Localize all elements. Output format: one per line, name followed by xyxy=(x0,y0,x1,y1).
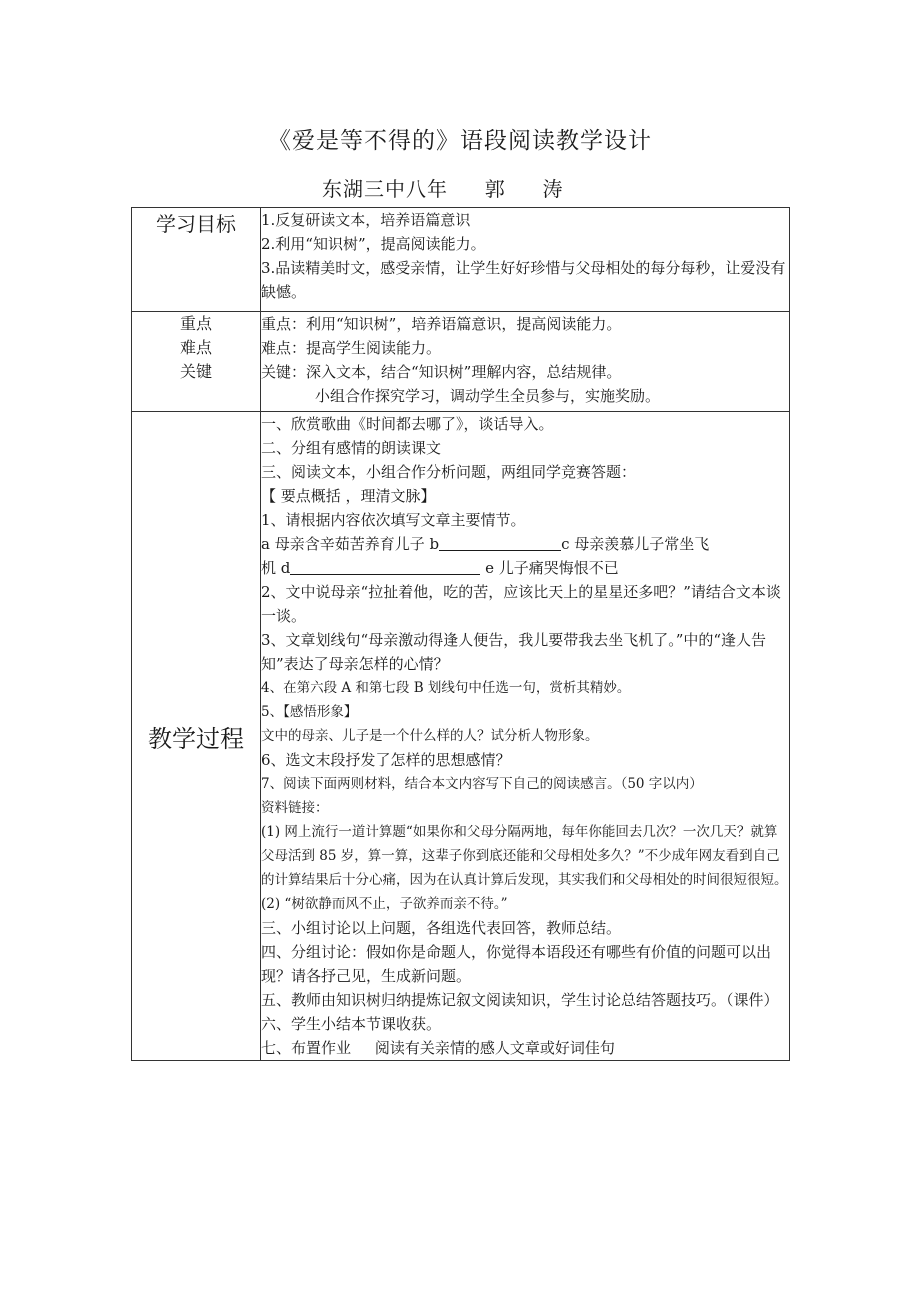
question-item: 1、请根据内容依次填写文章主要情节。 xyxy=(261,511,526,529)
keypoint-item: 重点：利用“知识树”，培养语篇意识，提高阅读能力。 xyxy=(261,315,622,333)
material-item: (1) 网上流行一道计算题“如果你和父母分隔两地，每年你能回去几次？一次几天？就算父母活到 85 岁，算一算，这辈子你到底还能和父母相处多久？”不少成年网友看到自己的计算结果后十分心痛，因为在认真计算后发现，其实我们和父母相处的时间很短很短。 xyxy=(261,824,788,888)
keypoints-content xyxy=(261,312,790,412)
goal-item: 1.反复研读文本，培养语篇意识 xyxy=(261,211,471,229)
keypoints-labels xyxy=(132,312,261,412)
goals-row xyxy=(132,208,790,312)
question-item: 2、文中说母亲“拉扯着他，吃的苦，应该比天上的星星还多吧？”请结合文本谈一谈。 xyxy=(261,583,781,625)
process-row xyxy=(132,412,790,1061)
question-item: 文中的母亲、儿子是一个什么样的人？试分析人物形象。 xyxy=(261,728,599,744)
goal-item: 2.利用“知识树”，提高阅读能力。 xyxy=(261,235,486,253)
plot-a: a 母亲含辛茹苦养育儿子 b xyxy=(261,535,440,553)
process-step: 七、布置作业 阅读有关亲情的感人文章或好词佳句 xyxy=(261,1039,615,1057)
plot-e: e 儿子痛哭悔恨不已 xyxy=(480,559,619,577)
question-item: 3、文章划线句“母亲激动得逢人便告，我儿要带我去坐飞机了。”中的“逢人告知”表达了母亲怎样的心情？ xyxy=(261,631,767,673)
process-label: 教学过程 xyxy=(132,412,261,1061)
fill-blank-line xyxy=(261,556,789,580)
question-item: 6、选文末段抒发了怎样的思想感情？ xyxy=(261,751,511,769)
fill-blank-line xyxy=(261,532,789,556)
author-line xyxy=(322,173,563,202)
keypoint-item: 难点：提高学生阅读能力。 xyxy=(261,339,442,357)
lesson-plan-table xyxy=(131,207,790,1061)
author-school: 东湖三中八年 xyxy=(322,177,448,201)
section-heading: 【 要点概括 ，理清文脉】 xyxy=(261,487,436,505)
goals-label: 学习目标 xyxy=(132,208,261,312)
process-step: 六、学生小结本节课收获。 xyxy=(261,1015,442,1033)
plot-c: c 母亲羡慕儿子常坐飞 xyxy=(561,535,710,553)
process-step: 三、小组讨论以上问题，各组选代表回答，教师总结。 xyxy=(261,919,622,937)
goals-content xyxy=(261,208,790,312)
keypoint-item: 关键：深入文本，结合“知识树”理解内容，总结规律。 xyxy=(261,363,622,381)
process-step: 二、分组有感情的朗读课文 xyxy=(261,439,442,457)
material-item: (2) “树欲静而风不止，子欲养而亲不待。” xyxy=(261,896,508,912)
question-item: 4、在第六段 A 和第七段 B 划线句中任选一句，赏析其精妙。 xyxy=(261,680,631,696)
question-item: 5、【感悟形象】 xyxy=(261,704,358,720)
keypoint-item: 小组合作探究学习，调动学生全员参与，实施奖励。 xyxy=(315,387,661,405)
resource-heading: 资料链接： xyxy=(261,800,329,816)
process-step: 四、分组讨论：假如你是命题人，你觉得本语段还有哪些有价值的问题可以出现？请各抒己见，生成新问题。 xyxy=(261,943,772,985)
keypoints-row xyxy=(132,312,790,412)
process-step: 五、教师由知识树归纳提炼记叙文阅读知识，学生讨论总结答题技巧。（课件） xyxy=(261,991,779,1009)
process-step: 一、欣赏歌曲《时间都去哪了》，谈话导入。 xyxy=(261,415,554,433)
label-key-point: 重点 xyxy=(179,314,212,333)
author-given-name: 涛 xyxy=(542,177,564,201)
question-item: 7、阅读下面两则材料，结合本文内容写下自己的阅读感言。（50 字以内） xyxy=(261,776,703,792)
plot-d: 机 d xyxy=(261,559,291,577)
process-step: 三、阅读文本，小组合作分析问题，两组同学竞赛答题： xyxy=(261,463,637,481)
document-title: 《爱是等不得的》语段阅读教学设计 xyxy=(268,128,652,154)
goal-item: 3.品读精美时文，感受亲情，让学生好好珍惜与父母相处的每分每秒，让爱没有缺憾。 xyxy=(261,259,786,301)
label-difficulty: 难点 xyxy=(179,338,212,357)
process-content xyxy=(261,412,790,1061)
blank-d[interactable] xyxy=(290,558,480,575)
blank-b[interactable] xyxy=(439,534,561,551)
label-crux: 关键 xyxy=(179,362,212,381)
author-surname: 郭 xyxy=(484,177,506,201)
